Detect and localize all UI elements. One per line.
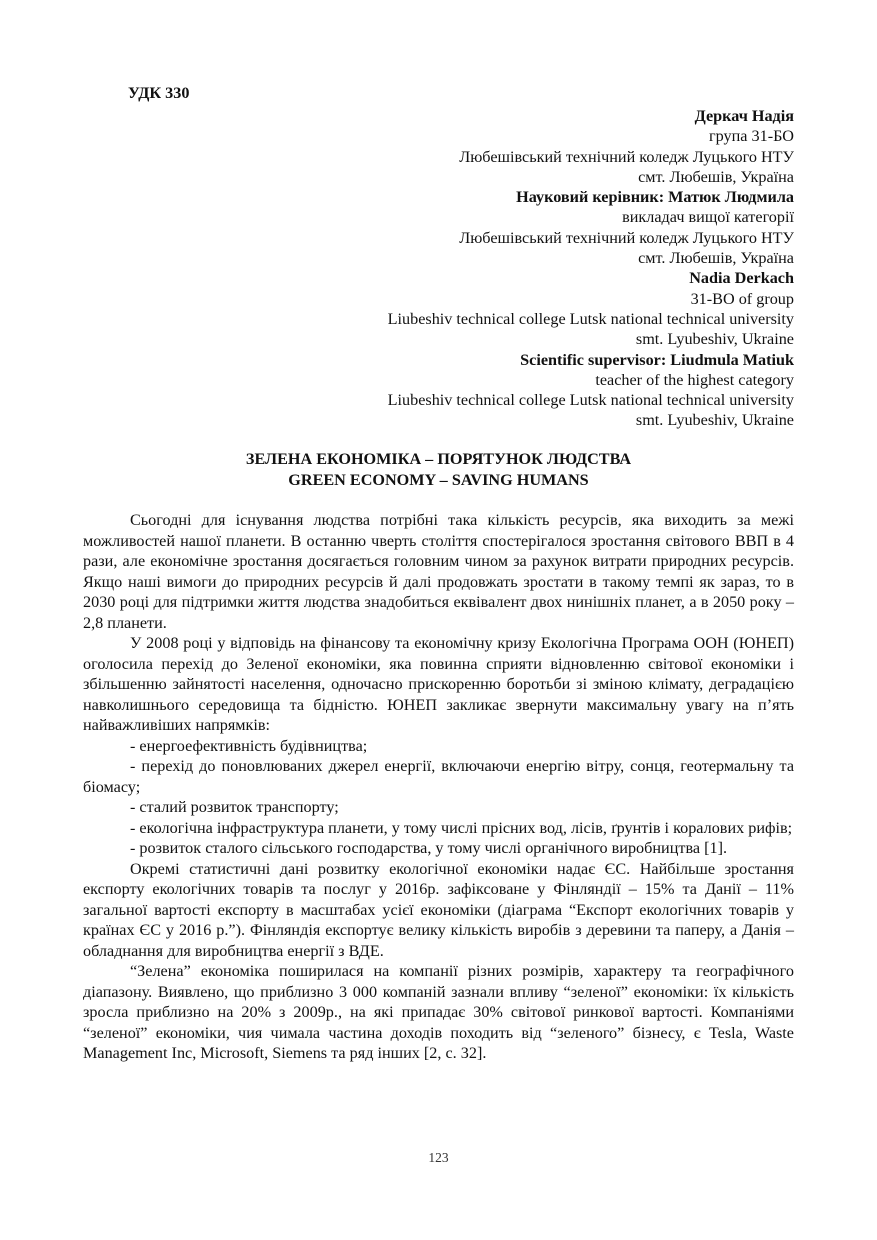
list-item: - перехід до поновлюваних джерел енергії, включаючи енергію вітру, сонця, геотермальну та біомасу;	[83, 757, 794, 796]
list-item: - екологічна інфраструктура планети, у тому числі прісних вод, лісів, ґрунтів і коралових рифів;	[130, 818, 793, 837]
page-number: 123	[428, 1150, 449, 1165]
author-block	[388, 106, 794, 431]
author-line: smt. Lyubeshiv, Ukraine	[635, 330, 794, 349]
author-line: Nadia Derkach	[689, 269, 794, 288]
author-line: 31-BO of group	[690, 289, 794, 308]
list-item: - енергоефективність будівництва;	[130, 736, 368, 755]
author-line: Scientific supervisor: Liudmula Matiuk	[520, 350, 794, 369]
author-line: Liubeshiv technical college Lutsk national technical university	[387, 309, 794, 328]
author-line: Любешівський технічний коледж Луцького НТУ	[459, 147, 794, 166]
author-line: Науковий керівник: Матюк Людмила	[516, 188, 794, 207]
author-line: Liubeshiv technical college Lutsk national technical university	[387, 391, 794, 410]
author-line: смт. Любешів, Україна	[638, 167, 794, 186]
author-line: викладач вищої категорії	[622, 208, 794, 227]
article-title	[0, 449, 877, 490]
author-line: Деркач Надія	[694, 107, 794, 125]
author-line: smt. Lyubeshiv, Ukraine	[635, 411, 794, 430]
title-en: GREEN ECONOMY – SAVING HUMANS	[288, 470, 589, 489]
article-body	[83, 510, 794, 1064]
list-item: - розвиток сталого сільського господарства, у тому числі органічного виробництва [1].	[130, 839, 728, 857]
paragraph: Окремі статистичні дані розвитку екологічної економіки надає ЄС. Найбільше зростання експорту екологічних товарів та послуг у 2016р. зафіксоване у Фінляндії – 15% та Данії – 11% загальної вартості експорту в масштабах усієї економіки (діаграма “Експорт екологічних товарів у країнах ЄС у 2016 р.”). Фінляндія експортує велику кількість виробів з деревини та паперу, а Данія – обладнання для виробництва енергії з ВДЕ.	[83, 859, 794, 960]
udk-code: УДК 330	[128, 84, 190, 102]
paragraph: “Зелена” економіка поширилася на компанії різних розмірів, характеру та географічного діапазону. Виявлено, що приблизно 3 000 компаній зазнали впливу “зеленої” економіки: їх кількість зросла приблизно на 20% з 2009р., на які припадає 30% світової ринкової вартості. Компаніями “зеленої” економіки, чия чимала частина доходів походить від “зеленого” бізнесу, є Tesla, Waste Management Inc, Microsoft, Siemens та ряд інших [2, с. 32].	[83, 962, 794, 1062]
author-line: teacher of the highest category	[595, 370, 794, 389]
list-item: - сталий розвиток транспорту;	[130, 798, 339, 816]
author-line: група 31-БО	[709, 127, 794, 146]
paragraph: Сьогодні для існування людства потрібні така кількість ресурсів, яка виходить за межі можливостей нашої планети. В останню чверть століття спостерігалося зростання світового ВВП в 4 рази, але економічне зростання досягається головним чином за рахунок витрати природних ресурсів. Якщо наші вимоги до природних ресурсів й далі продовжать зростати в такому темпі як зараз, то в 2030 році для підтримки життя людства знадобиться еквівалент двох нинішніх планет, а в 2050 року – 2,8 планети.	[83, 511, 794, 632]
paragraph: У 2008 році у відповідь на фінансову та економічну кризу Екологічна Програма ООН (ЮНЕП) оголосила перехід до Зеленої економіки, яка повинна сприяти відновленню світової економіки і збільшенню зайнятості населення, одночасно прискоренню боротьби зі зміною клімату, деградацією навколишнього середовища та бідністю. ЮНЕП закликає звернути максимальну увагу на п’ять найважливіших напрямків:	[83, 634, 794, 734]
title-ua: ЗЕЛЕНА ЕКОНОМІКА – ПОРЯТУНОК ЛЮДСТВА	[245, 450, 632, 468]
author-line: смт. Любешів, Україна	[638, 249, 794, 268]
author-line: Любешівський технічний коледж Луцького НТУ	[459, 228, 794, 247]
